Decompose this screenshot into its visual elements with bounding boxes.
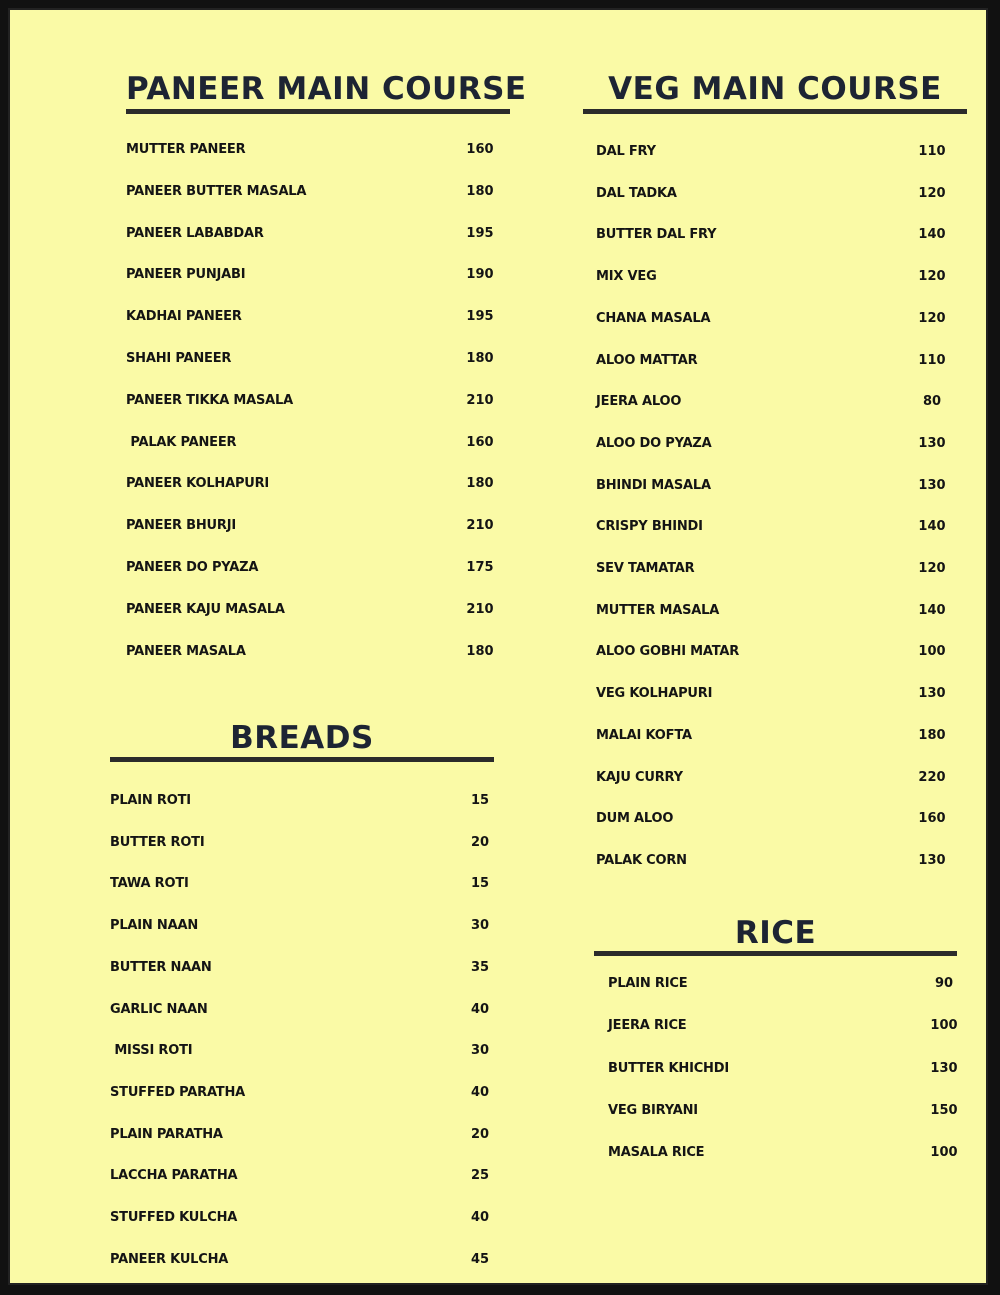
menu-item: [110, 960, 494, 982]
menu-item-price: 110: [918, 352, 946, 368]
menu-item-price: 180: [466, 643, 494, 659]
menu-item-price: 20: [470, 834, 490, 850]
menu-item-price: 190: [466, 267, 494, 283]
menu-item-price: 180: [466, 183, 494, 199]
menu-item: [110, 793, 494, 815]
menu-item: [126, 560, 510, 582]
menu-item-name: JEERA ALOO: [596, 394, 682, 410]
menu-item: [583, 186, 967, 208]
menu-item-price: 15: [470, 876, 490, 892]
menu-item: [594, 1061, 957, 1083]
menu-item-price: 30: [470, 1043, 490, 1059]
menu-item-price: 195: [466, 225, 494, 241]
menu-item-name: MASALA RICE: [608, 1145, 705, 1161]
menu-item-price: 140: [918, 519, 946, 535]
menu-item: [126, 142, 510, 164]
menu-item-price: 35: [470, 959, 490, 975]
menu-item-name: CHANA MASALA: [596, 310, 711, 326]
menu-item-name: PLAIN PARATHA: [110, 1126, 223, 1142]
menu-item-name: ALOO GOBHI MATAR: [596, 644, 740, 660]
section-divider: [594, 951, 957, 956]
menu-item-price: 20: [470, 1126, 490, 1142]
menu-item-price: 180: [918, 727, 946, 743]
menu-item: [110, 1252, 494, 1274]
menu-item-name: PANEER TIKKA MASALA: [126, 392, 293, 408]
menu-item-price: 100: [930, 1018, 958, 1034]
menu-item: [126, 351, 510, 373]
menu-item: [126, 309, 510, 331]
menu-item-price: 25: [470, 1168, 490, 1184]
menu-item-price: 180: [466, 351, 494, 366]
menu-item: [110, 1210, 494, 1232]
menu-item: [594, 1018, 957, 1040]
menu-item: [583, 603, 967, 625]
menu-item: [126, 267, 510, 289]
menu-item-name: SEV TAMATAR: [596, 561, 695, 576]
menu-item: [583, 853, 967, 875]
menu-item: [126, 602, 510, 624]
menu-item-price: 100: [930, 1145, 958, 1161]
menu-item-name: MISSI ROTI: [110, 1043, 193, 1059]
menu-item-name: PANEER MASALA: [126, 643, 246, 659]
menu-item-name: PANEER BHURJI: [126, 518, 237, 534]
menu-item-price: 130: [918, 686, 946, 702]
menu-item: [583, 227, 967, 249]
menu-item-price: 30: [470, 918, 490, 934]
menu-item-price: 195: [466, 309, 494, 325]
menu-item-name: DAL FRY: [596, 144, 656, 159]
menu-item-name: PANEER LABABDAR: [126, 225, 264, 241]
menu-item: [583, 311, 967, 333]
menu-item: [583, 519, 967, 541]
menu-item: [583, 144, 967, 166]
menu-item-price: 90: [934, 976, 954, 991]
menu-item: [594, 1145, 957, 1167]
menu-item: [583, 478, 967, 500]
menu-item-price: 210: [466, 392, 494, 408]
menu-item-name: BUTTER ROTI: [110, 834, 205, 850]
menu-item-name: LACCHA PARATHA: [110, 1168, 238, 1184]
menu-item: [126, 476, 510, 498]
menu-item-price: 160: [466, 142, 494, 157]
menu-item-price: 120: [918, 310, 946, 326]
menu-item: [583, 644, 967, 666]
menu-item: [110, 835, 494, 857]
menu-item-name: PLAIN RICE: [608, 976, 688, 991]
menu-item: [126, 518, 510, 540]
menu-item: [110, 1085, 494, 1107]
menu-item-name: MUTTER MASALA: [596, 602, 720, 618]
menu-item-name: CRISPY BHINDI: [596, 519, 703, 535]
section-title: RICE: [734, 915, 817, 951]
menu-item-name: ALOO MATTAR: [596, 352, 698, 368]
menu-item: [126, 226, 510, 248]
menu-item-price: 160: [466, 434, 494, 450]
menu-item: [110, 876, 494, 898]
menu-item-name: MALAI KOFTA: [596, 727, 692, 743]
menu-item-name: ALOO DO PYAZA: [596, 435, 712, 451]
menu-item-price: 130: [918, 852, 946, 868]
section-divider: [110, 757, 494, 762]
menu-item: [583, 394, 967, 416]
menu-item-price: 130: [918, 477, 946, 493]
menu-item-price: 220: [918, 769, 946, 785]
menu-item-name: STUFFED PARATHA: [110, 1084, 246, 1100]
menu-item-name: PANEER PUNJABI: [126, 267, 246, 283]
menu-item: [583, 561, 967, 583]
menu-item: [126, 184, 510, 206]
menu-item-price: 140: [918, 602, 946, 618]
menu-item: [583, 269, 967, 291]
menu-item-price: 210: [466, 518, 494, 534]
menu-item-name: BUTTER DAL FRY: [596, 227, 717, 243]
menu-item: [110, 918, 494, 940]
menu-item-name: PANEER KULCHA: [110, 1251, 229, 1267]
menu-item: [126, 393, 510, 415]
section-title: PANEER MAIN COURSE: [126, 71, 527, 107]
section-title: VEG MAIN COURSE: [608, 71, 942, 107]
menu-item: [583, 686, 967, 708]
menu-item-price: 120: [918, 561, 946, 576]
menu-item-name: BUTTER NAAN: [110, 959, 212, 975]
menu-item-name: PANEER DO PYAZA: [126, 560, 259, 575]
menu-item: [110, 1002, 494, 1024]
menu-item-name: DAL TADKA: [596, 185, 677, 201]
menu-item-name: KAJU CURRY: [596, 769, 683, 785]
menu-item-name: PLAIN NAAN: [110, 918, 198, 934]
menu-item-price: 40: [470, 1084, 490, 1100]
menu-item-price: 130: [918, 435, 946, 451]
menu-item: [583, 436, 967, 458]
menu-item-price: 175: [466, 560, 494, 575]
menu-item-price: 40: [470, 1210, 490, 1225]
menu-page: [8, 8, 988, 1285]
menu-item-name: MUTTER PANEER: [126, 142, 246, 157]
section-divider: [126, 109, 510, 114]
menu-item-name: PANEER KAJU MASALA: [126, 601, 285, 617]
menu-item: [126, 435, 510, 457]
menu-item-price: 160: [918, 811, 946, 827]
menu-item: [110, 1043, 494, 1065]
section-divider: [583, 109, 967, 114]
menu-item-name: PANEER BUTTER MASALA: [126, 183, 307, 199]
menu-item: [594, 976, 957, 998]
menu-item-name: SHAHI PANEER: [126, 351, 232, 366]
menu-item: [110, 1127, 494, 1149]
menu-item-name: PLAIN ROTI: [110, 793, 191, 808]
menu-item-name: GARLIC NAAN: [110, 1001, 208, 1017]
menu-item-name: BHINDI MASALA: [596, 477, 711, 493]
menu-item-name: PALAK CORN: [596, 852, 687, 868]
menu-item: [583, 811, 967, 833]
menu-item-name: STUFFED KULCHA: [110, 1210, 238, 1225]
menu-item-name: MIX VEG: [596, 269, 657, 285]
menu-item: [583, 353, 967, 375]
menu-item-name: BUTTER KHICHDI: [608, 1060, 729, 1076]
menu-item: [126, 644, 510, 666]
menu-item: [110, 1168, 494, 1190]
menu-item-price: 140: [918, 227, 946, 243]
menu-item-name: TAWA ROTI: [110, 876, 189, 892]
menu-item-name: KADHAI PANEER: [126, 309, 242, 325]
menu-item-price: 100: [918, 644, 946, 660]
menu-item-price: 180: [466, 476, 494, 492]
menu-item-name: JEERA RICE: [608, 1018, 687, 1034]
menu-item-price: 210: [466, 601, 494, 617]
menu-item-name: DUM ALOO: [596, 811, 674, 827]
menu-item-price: 80: [922, 394, 942, 410]
menu-item-price: 110: [918, 144, 946, 159]
menu-item-name: PANEER KOLHAPURI: [126, 476, 270, 492]
section-title: BREADS: [230, 720, 374, 756]
menu-item-price: 40: [470, 1001, 490, 1017]
menu-item-name: VEG KOLHAPURI: [596, 686, 713, 702]
menu-item-price: 120: [918, 269, 946, 285]
menu-item-price: 45: [470, 1251, 490, 1267]
menu-item-price: 15: [470, 793, 490, 808]
menu-item-price: 120: [918, 185, 946, 201]
menu-item: [583, 770, 967, 792]
menu-item-name: VEG BIRYANI: [608, 1102, 698, 1118]
menu-item-name: PALAK PANEER: [126, 434, 237, 450]
menu-item: [594, 1103, 957, 1125]
menu-item-price: 130: [930, 1060, 958, 1076]
menu-item: [583, 728, 967, 750]
menu-item-price: 150: [930, 1102, 958, 1118]
